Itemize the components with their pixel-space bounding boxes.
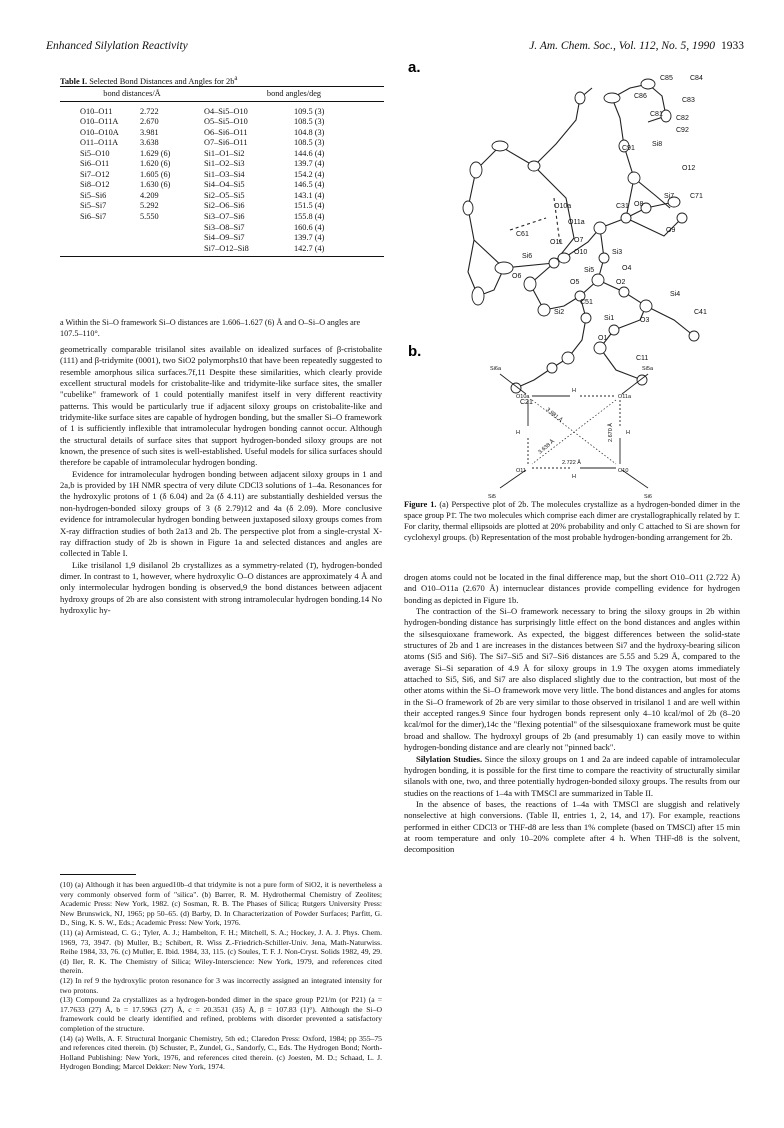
col-head-distances: bond distances/Å bbox=[60, 87, 204, 102]
table-row bbox=[60, 180, 384, 191]
h-label-bottom: H bbox=[572, 474, 576, 480]
angle-atoms: Si3–O8–Si7 bbox=[204, 222, 245, 232]
table-row bbox=[60, 138, 384, 149]
si6-label: Si6 bbox=[644, 494, 652, 498]
atom-label: C41 bbox=[694, 309, 707, 316]
atom-label: O6 bbox=[512, 273, 522, 280]
distance-bond: Si5–O10 bbox=[80, 148, 110, 158]
distance-bond: O10–O10A bbox=[80, 127, 119, 137]
angle-value: 143.1 (4) bbox=[294, 190, 325, 200]
angle-value: 108.5 (3) bbox=[294, 117, 325, 127]
table-caption bbox=[60, 74, 380, 86]
distance-value: 1.630 (6) bbox=[140, 180, 171, 190]
distance-value: 1.620 (6) bbox=[140, 159, 171, 169]
table-row bbox=[60, 212, 384, 223]
si6a-label: Si6a bbox=[490, 366, 502, 372]
distance-bond: O10–O11 bbox=[80, 106, 113, 116]
table-row bbox=[60, 170, 384, 181]
o10-label: O10 bbox=[618, 468, 629, 474]
angle-atoms: Si4–O4–Si5 bbox=[204, 180, 245, 190]
atom-label: Si2 bbox=[554, 309, 565, 316]
angle-value: 104.8 (3) bbox=[294, 127, 325, 137]
atom-label: O10 bbox=[574, 249, 588, 256]
atom-label: C92 bbox=[676, 127, 689, 134]
angle-value: 160.6 (4) bbox=[294, 222, 325, 232]
angle-atoms: Si1–O1–Si2 bbox=[204, 148, 245, 158]
atom-labels bbox=[512, 75, 707, 406]
angle-value: 146.5 (4) bbox=[294, 180, 325, 190]
angle-value: 139.7 (4) bbox=[294, 233, 325, 243]
atom-label: Si1 bbox=[604, 315, 615, 322]
si5a-label: Si5a bbox=[642, 366, 654, 372]
figure-caption-text: (a) Perspective plot of 2b. The molecules crystallize as a hydrogen-bonded dimer in the space group P1̄. The two molecules which comprise each dimer are crystallographically related by 1̄. For clarity, thermal ellipsoids are plotted at 20% probability and only C attached to Si are shown for cyclohexyl groups. (b) Representation of the most probable hydrogen-bonding arrangement for 2b. bbox=[404, 500, 740, 542]
distance-value: 3.638 bbox=[140, 138, 159, 148]
panel-b-label: b. bbox=[408, 343, 422, 360]
angle-atoms: O4–Si5–O10 bbox=[204, 106, 248, 116]
distance-value: 3.981 bbox=[140, 127, 159, 137]
atom-label: O3 bbox=[640, 317, 650, 324]
angle-value: 151.5 (4) bbox=[294, 201, 325, 211]
figure-caption bbox=[404, 500, 740, 544]
atom-label: O9 bbox=[666, 227, 676, 234]
distance-bond bbox=[60, 244, 140, 257]
angle-atoms: O7–Si6–O11 bbox=[204, 138, 248, 148]
angle-value: 154.2 (4) bbox=[294, 169, 325, 179]
distance-horizontal: 2.722 Å bbox=[562, 460, 581, 466]
o11-label: O11 bbox=[516, 468, 526, 474]
footnote: (10) (a) Although it has been argued10b–d that tridymite is not a pure form of SiO2, it is nevertheless a very commonly observed form of "silica". (b) Barrer, R. M. Hydrothermal Chemistry of Zeolites; Academic Press: New York, 1982. (c) Sosman, R. B. The Phases of Silica; Rutgers University Press: New Brunswick, NJ, 1965; pp 50–65. (d) Barby, D. In Characterization of Powder Surfaces; Parfitt, G. D., Sing, K. S. W., Eds.; Academic Press: New York, 1976. bbox=[60, 880, 382, 928]
atom-label: C91 bbox=[622, 145, 635, 152]
figure-1 bbox=[404, 58, 744, 498]
atom-label: O5 bbox=[570, 279, 580, 286]
table-row bbox=[60, 101, 384, 117]
table-row bbox=[60, 117, 384, 128]
footnote: (11) (a) Armistead, C. G.; Tyler, A. J.; Hambelton, F. H.; Mitchell, S. A.; Hockey, J. A. J. Phys. Chem. 1969, 73, 3947. (b) Muller, B.; Schibert, R. Wiss Z.-Friedrich-Schiller-Univ. Jena, Math-Naturwiss. Reihe 1984, 33, 76. (c) Muller, E. Ibid. 1984, 33, 115. (c) Soules, T. F. J. Non-Cryst. Solids 1982, 49, 29. (d) Iler, R. K. The Chemistry of Silica; Wiley-Interscience: New York, 1979, and references cited therein. bbox=[60, 927, 382, 976]
distance-value: 2.722 bbox=[140, 106, 159, 116]
atom-label: Si8 bbox=[652, 141, 663, 148]
distance-bond: Si7–O12 bbox=[80, 169, 110, 179]
distance-bond: Si5–Si7 bbox=[80, 201, 107, 211]
angle-atoms: Si4–O9–Si7 bbox=[204, 233, 245, 243]
table-row bbox=[60, 159, 384, 170]
journal-citation bbox=[529, 40, 744, 52]
angle-atoms: Si2–O5–Si5 bbox=[204, 190, 245, 200]
atom-label: C85 bbox=[660, 75, 673, 82]
distance-value bbox=[140, 223, 204, 234]
footnote: (13) Compound 2a crystallizes as a hydrogen-bonded dimer in the space group P21/m (or P21) (a = 17.7633 (27) Å, b = 17.5963 (27) Å, c = 20.3531 (35) Å, β = 107.83 (1)°). Although the Si–O framework could be clearly identified and refined, problems with disorder prevented a satisfactory completion of the structure. bbox=[60, 995, 382, 1033]
table-row bbox=[60, 233, 384, 244]
running-title: Enhanced Silylation Reactivity bbox=[46, 40, 188, 52]
angle-atoms: Si2–O6–Si6 bbox=[204, 201, 245, 211]
atom-label: O10a bbox=[554, 203, 572, 210]
distance-diagonal-2: 3.638 Å bbox=[537, 438, 556, 456]
angle-atoms: Si3–O7–Si6 bbox=[204, 212, 245, 222]
atom-label: O7 bbox=[574, 237, 584, 244]
table-row bbox=[60, 149, 384, 160]
atom-label: Si3 bbox=[612, 249, 623, 256]
distance-bond: Si5–Si6 bbox=[80, 190, 107, 200]
table-caption-mark: a bbox=[234, 74, 238, 82]
atom-label: C86 bbox=[634, 93, 647, 100]
angle-atoms: Si1–O2–Si3 bbox=[204, 159, 245, 169]
left-column-text bbox=[60, 344, 382, 616]
distance-bond bbox=[60, 223, 140, 234]
atom-label: Si6 bbox=[522, 253, 533, 260]
bond-table bbox=[60, 86, 384, 257]
atom-label: C21 bbox=[520, 399, 533, 406]
distance-value: 1.605 (6) bbox=[140, 169, 171, 179]
distance-value: 2.670 bbox=[140, 117, 159, 127]
atom-label: C81 bbox=[650, 111, 663, 118]
distance-value bbox=[140, 233, 204, 244]
distance-bond: O11–O11A bbox=[80, 138, 119, 148]
o10a-label: O10a bbox=[516, 394, 530, 400]
angle-value: 142.7 (4) bbox=[294, 244, 384, 257]
distance-vertical: 2.670 Å bbox=[608, 423, 614, 442]
distance-value bbox=[140, 244, 204, 257]
atom-label: Si4 bbox=[670, 291, 681, 298]
panel-a-label: a. bbox=[408, 59, 421, 76]
distance-bond: O10–O11A bbox=[80, 117, 119, 127]
bond-table-body bbox=[60, 101, 384, 257]
paragraph: geometrically comparable trisilanol sites available on idealized surfaces of β-cristobalite (111) and β-tridymite (0001), two SiO2 polymorphs10 that have been repeatedly suggested to resemble amorphous silica surfaces.7f,11 Despite these similarities, which clearly provide excellent structural models for cristobalite-like and tridymite-like surface sites, the smaller "cubelike" framework of 1 could potentially manifest itself in very different reactivity patterns. This would be particularly true if adjacent siloxy groups on cristobalite-like and tridymite-like surface sites are capable of hydrogen bonding, but the smaller Si–O framework of 1 is sufficiently inflexible that intramolecular hydrogen bonding cannot occur. Although the structural details of surface sites that support hydrogen-bonded siloxy groups are not known, the presence of such sites is well-established. Useful models for silica surfaces should therefore be capable of intramolecular hydrogen bonding. bbox=[60, 344, 382, 468]
distance-bond bbox=[60, 233, 140, 244]
col-head-angles: bond angles/deg bbox=[204, 87, 384, 102]
atom-label: O1 bbox=[598, 335, 608, 342]
angle-atoms: Si7–O12–Si8 bbox=[204, 244, 294, 257]
atom-label: C82 bbox=[676, 115, 689, 122]
atom-label: O11a bbox=[568, 219, 585, 226]
atom-label: O2 bbox=[616, 279, 626, 286]
distance-value: 5.292 bbox=[140, 201, 159, 211]
journal-name: J. Am. Chem. Soc., Vol. 112, No. 5, 1990 bbox=[529, 40, 715, 52]
table-caption-text: Selected Bond Distances and Angles for 2b bbox=[89, 76, 235, 86]
atom-label: O8 bbox=[634, 201, 644, 208]
atom-label: C11 bbox=[636, 355, 649, 362]
atom-label: C83 bbox=[682, 97, 695, 104]
paragraph: Evidence for intramolecular hydrogen bonding between adjacent siloxy groups in 1 and 2a,b is provided by 1H NMR spectra of very dilute CDCl3 solutions of 1–4a. Resonances for the hydroxylic protons of 1 (δ 6.04) and 2a (δ 4.11) are substantially deshielded versus the non-hydrogen-bonded siloxy groups of 3 (δ 2.79)12 and 4a (δ 2.09). More conclusive evidence for intramolecular hydrogen bonding between juxtaposed siloxy groups comes from X-ray diffraction studies of both 2a13 and 2b. The perspective plot from a single-crystal X-ray diffraction study of 2b is shown in Figure 1a and selected distances and angles are collected in Table I. bbox=[60, 468, 382, 559]
atom-label: Si5 bbox=[584, 267, 595, 274]
distance-diagonal-1: 3.981 Å bbox=[544, 406, 564, 424]
distance-bond: Si6–Si7 bbox=[80, 212, 107, 222]
angle-value: 109.5 (3) bbox=[294, 106, 325, 116]
distance-bond: Si8–O12 bbox=[80, 180, 110, 190]
footnote: (12) In ref 9 the hydroxylic proton resonance for 3 was incorrectly assigned an integrated intensity for two protons. bbox=[60, 975, 382, 995]
paragraph: Like trisilanol 1,9 disilanol 2b crystallizes as a symmetry-related (1̄), hydrogen-bonded dimer. In contrast to 1, however, where hydroxylic O–O distances are approximately 4 Å and only intermolecular hydrogen bonding is observed,9 the bond distances between adjacent hydroxy groups of 2b are also consistent with strong intramolecular hydrogen bonding.14 No hydroxylic hy- bbox=[60, 559, 382, 615]
table-caption-label: Table I. bbox=[60, 76, 88, 86]
section-text: Since the siloxy groups on 1 and 2a are indeed capable of intramolecular hydrogen bonding, it is possible for the first time to compare the reactivity of structurally similar silanols with one, two, and three potentially hydrogen-bonded siloxy groups. The results from our studies on the reactions of 1–4a with TMSCl are summarized in Table II. bbox=[404, 753, 741, 798]
h-label-left: H bbox=[516, 430, 520, 436]
distance-bond: Si6–O11 bbox=[80, 159, 110, 169]
atom-label: O4 bbox=[622, 265, 632, 272]
angle-value: 108.5 (3) bbox=[294, 138, 325, 148]
table-row bbox=[60, 223, 384, 234]
paragraph: In the absence of bases, the reactions of 1–4a with TMSCl are sluggish and relatively nonselective at high conversions. (Table II, entries 1, 2, 14, and 17). For example, reactions performed in either CDCl3 or THF-d8 are less than 1% complete (based on TMSCl) after 15 min at room temperature and only 10–20% complete after 4 h. When THF-d8 is the solvent, decomposition bbox=[404, 798, 740, 855]
footnotes bbox=[60, 880, 382, 1072]
paragraph: drogen atoms could not be located in the final difference map, but the short O10–O11 (2.722 Å) and O10–O11a (2.670 Å) internuclear distances provide compelling evidence for hydrogen bonding as depicted in Figure 1b. bbox=[404, 572, 740, 605]
angle-value: 155.8 (4) bbox=[294, 212, 325, 222]
footnote-divider bbox=[60, 874, 136, 875]
o11a-label: O11a bbox=[618, 394, 632, 400]
distance-value: 1.629 (6) bbox=[140, 148, 171, 158]
page-number: 1933 bbox=[721, 40, 744, 52]
atom-label: C71 bbox=[690, 193, 703, 200]
distance-value: 5.550 bbox=[140, 212, 159, 222]
angle-atoms: O6–Si6–O11 bbox=[204, 127, 248, 137]
atom-label: C31 bbox=[616, 203, 629, 210]
angle-atoms: Si1–O3–Si4 bbox=[204, 169, 245, 179]
atom-label: O12 bbox=[682, 165, 696, 172]
si5-label: Si5 bbox=[488, 494, 496, 498]
h-label-top: H bbox=[572, 388, 576, 394]
molecule-drawing bbox=[468, 84, 694, 388]
paragraph bbox=[404, 754, 740, 799]
figure-caption-label: Figure 1. bbox=[404, 500, 437, 509]
atom-label: C51 bbox=[580, 299, 593, 306]
table-row bbox=[60, 201, 384, 212]
atom-label: C84 bbox=[690, 75, 703, 82]
table-footnote: a Within the Si–O framework Si–O distances are 1.606–1.627 (6) Å and O–Si–O angles are 107.5–110°. bbox=[60, 318, 361, 338]
right-column-text bbox=[404, 572, 740, 856]
table-row bbox=[60, 244, 384, 257]
angle-value: 144.6 (4) bbox=[294, 148, 325, 158]
distance-value: 4.209 bbox=[140, 190, 159, 200]
footnote: (14) (a) Wells, A. F. Structural Inorganic Chemistry, 5th ed.; Claredon Press: Oxford, 1984; pp 355–75 and references cited therein. (b) Schuster, P., Zundel, G., Sandorfy, C., Eds. The Hydrogen Bond; North-Holland Publishing: New York, 1976, and references cited therein. (c) Joesten, M. D.; Schaad, L. J. Hydrogen Bonding; Marcel Dekker: New York, 1974. bbox=[60, 1033, 382, 1072]
angle-value: 139.7 (4) bbox=[294, 159, 325, 169]
section-heading: Silylation Studies. bbox=[416, 753, 483, 764]
paragraph: The contraction of the Si–O framework necessary to bring the siloxy groups in 2b within hydrogen-bonding distance has surprisingly little effect on the bond distances and angles within the silsesquioxane framework. As expected, the biggest differences between the solid-state structures of 2b and 1 are increases in the distances between Si7 and the hydroxy-bearing silicon atoms (Si5 and Si6). The Si7–Si5 and Si7–Si6 distances are 5.55 and 5.29 Å, compared to the average Si–Si separation of 4.9 Å for siloxy groups in 1.9 The oxygen atoms immediately attached to Si5, Si6, and Si7 are also displaced slightly due to the contraction, but most of the other atoms within the Si–O framework move very little. The bond distances and angles for atoms in the Si–O framework of 2b are very similar to those observed in trisilanol 1 and are well within their accepted ranges.9 Since four hydrogen bonds represent only 4–10 kcal/mol of 2b (8–20 kcal/mol for the dimer),14c the "flexing potential" of the silsesquioxane framework must be quite broad and shallow. The hydroxyl groups of 2b (and presumably 1) can easily move to within hydrogen-bonding distance and are clearly not "pinned back". bbox=[404, 606, 740, 753]
angle-atoms: O5–Si5–O10 bbox=[204, 117, 248, 127]
h-label-right: H bbox=[626, 430, 630, 436]
table-row bbox=[60, 128, 384, 139]
table-row bbox=[60, 191, 384, 202]
atom-label: Si7 bbox=[664, 193, 675, 200]
atom-label: O11 bbox=[550, 239, 563, 246]
atom-label: C61 bbox=[516, 231, 529, 238]
